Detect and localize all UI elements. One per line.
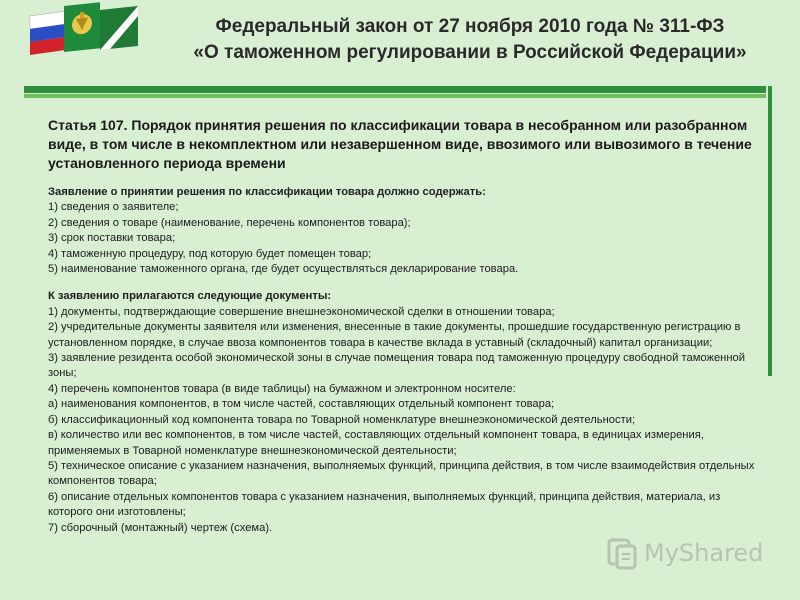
flags-icon (28, 2, 140, 64)
title-line-2: «О таможенном регулировании в Российской Федерации» (193, 42, 747, 63)
list-item: 5) наименование таможенного органа, где будет осуществляться декларирование товара. (48, 263, 519, 276)
list-item: б) классификационный код компонента товара по Товарной номенклатуре внешнеэкономической деятельности; (48, 413, 636, 426)
section-attached-documents (48, 289, 764, 536)
watermark-text: MyShared (644, 539, 764, 567)
list-item: 1) документы, подтверждающие совершение внешнеэкономической сделки в отношении товара; (48, 305, 555, 318)
header-divider-accent (24, 94, 766, 98)
page-title (160, 14, 780, 66)
section-application-contents (48, 185, 764, 277)
title-line-1: Федеральный закон от 27 ноября 2010 года № 311-ФЗ (215, 16, 725, 37)
section-heading: Заявление о принятии решения по классификации товара должно содержать: (48, 186, 486, 198)
list-item: а) наименования компонентов, в том числе частей, составляющих отдельный компонент товара; (48, 398, 555, 411)
list-item: 2) сведения о товаре (наименование, перечень компонентов товара); (48, 216, 411, 229)
myshared-logo-icon (606, 536, 640, 572)
list-item: 3) срок поставки товара; (48, 232, 176, 245)
list-item: 6) описание отдельных компонентов товара с указанием назначения, выполняемых функций, принципа действия, материала, из которого они изготовлены; (48, 490, 721, 519)
document-body (48, 116, 764, 536)
myshared-watermark (606, 536, 776, 576)
section-heading: К заявлению прилагаются следующие документы: (48, 290, 332, 303)
header-divider (24, 86, 766, 93)
list-item: 1) сведения о заявителе; (48, 201, 179, 214)
article-title: Статья 107. Порядок принятия решения по классификации товара в несобранном или разобранном виде, в том числе в некомплектном или незавершенном виде, ввозимого или вывозимого в течение установленного периода времени (48, 117, 752, 171)
list-item: 5) техническое описание с указанием назначения, выполняемых функций, принципа действия, в том числе взаимодействия отдельных компонентов товара; (48, 459, 755, 488)
list-item: 4) таможенную процедуру, под которую будет помещен товар; (48, 247, 372, 260)
list-item: 2) учредительные документы заявителя или изменения, внесенные в такие документы, прошедшие государственную регистрацию в установленном порядке, в случае ввоза компонентов товара в качестве вклада в уставный (складочный) капитал организации; (48, 321, 741, 349)
side-accent-bar (768, 86, 772, 376)
list-item: 4) перечень компонентов товара (в виде таблицы) на бумажном и электронном носителе: (48, 382, 516, 395)
list-item: в) количество или вес компонентов, в том числе частей, составляющих отдельный компонент товара, в единицах измерения, применяемых в Товарной номенклатуре внешнеэкономической деятельности; (48, 429, 704, 457)
list-item: 3) заявление резидента особой экономической зоны в случае помещения товара под таможенную процедуру свободной таможенной зоны; (48, 352, 746, 380)
list-item: 7) сборочный (монтажный) чертеж (схема). (48, 521, 273, 534)
